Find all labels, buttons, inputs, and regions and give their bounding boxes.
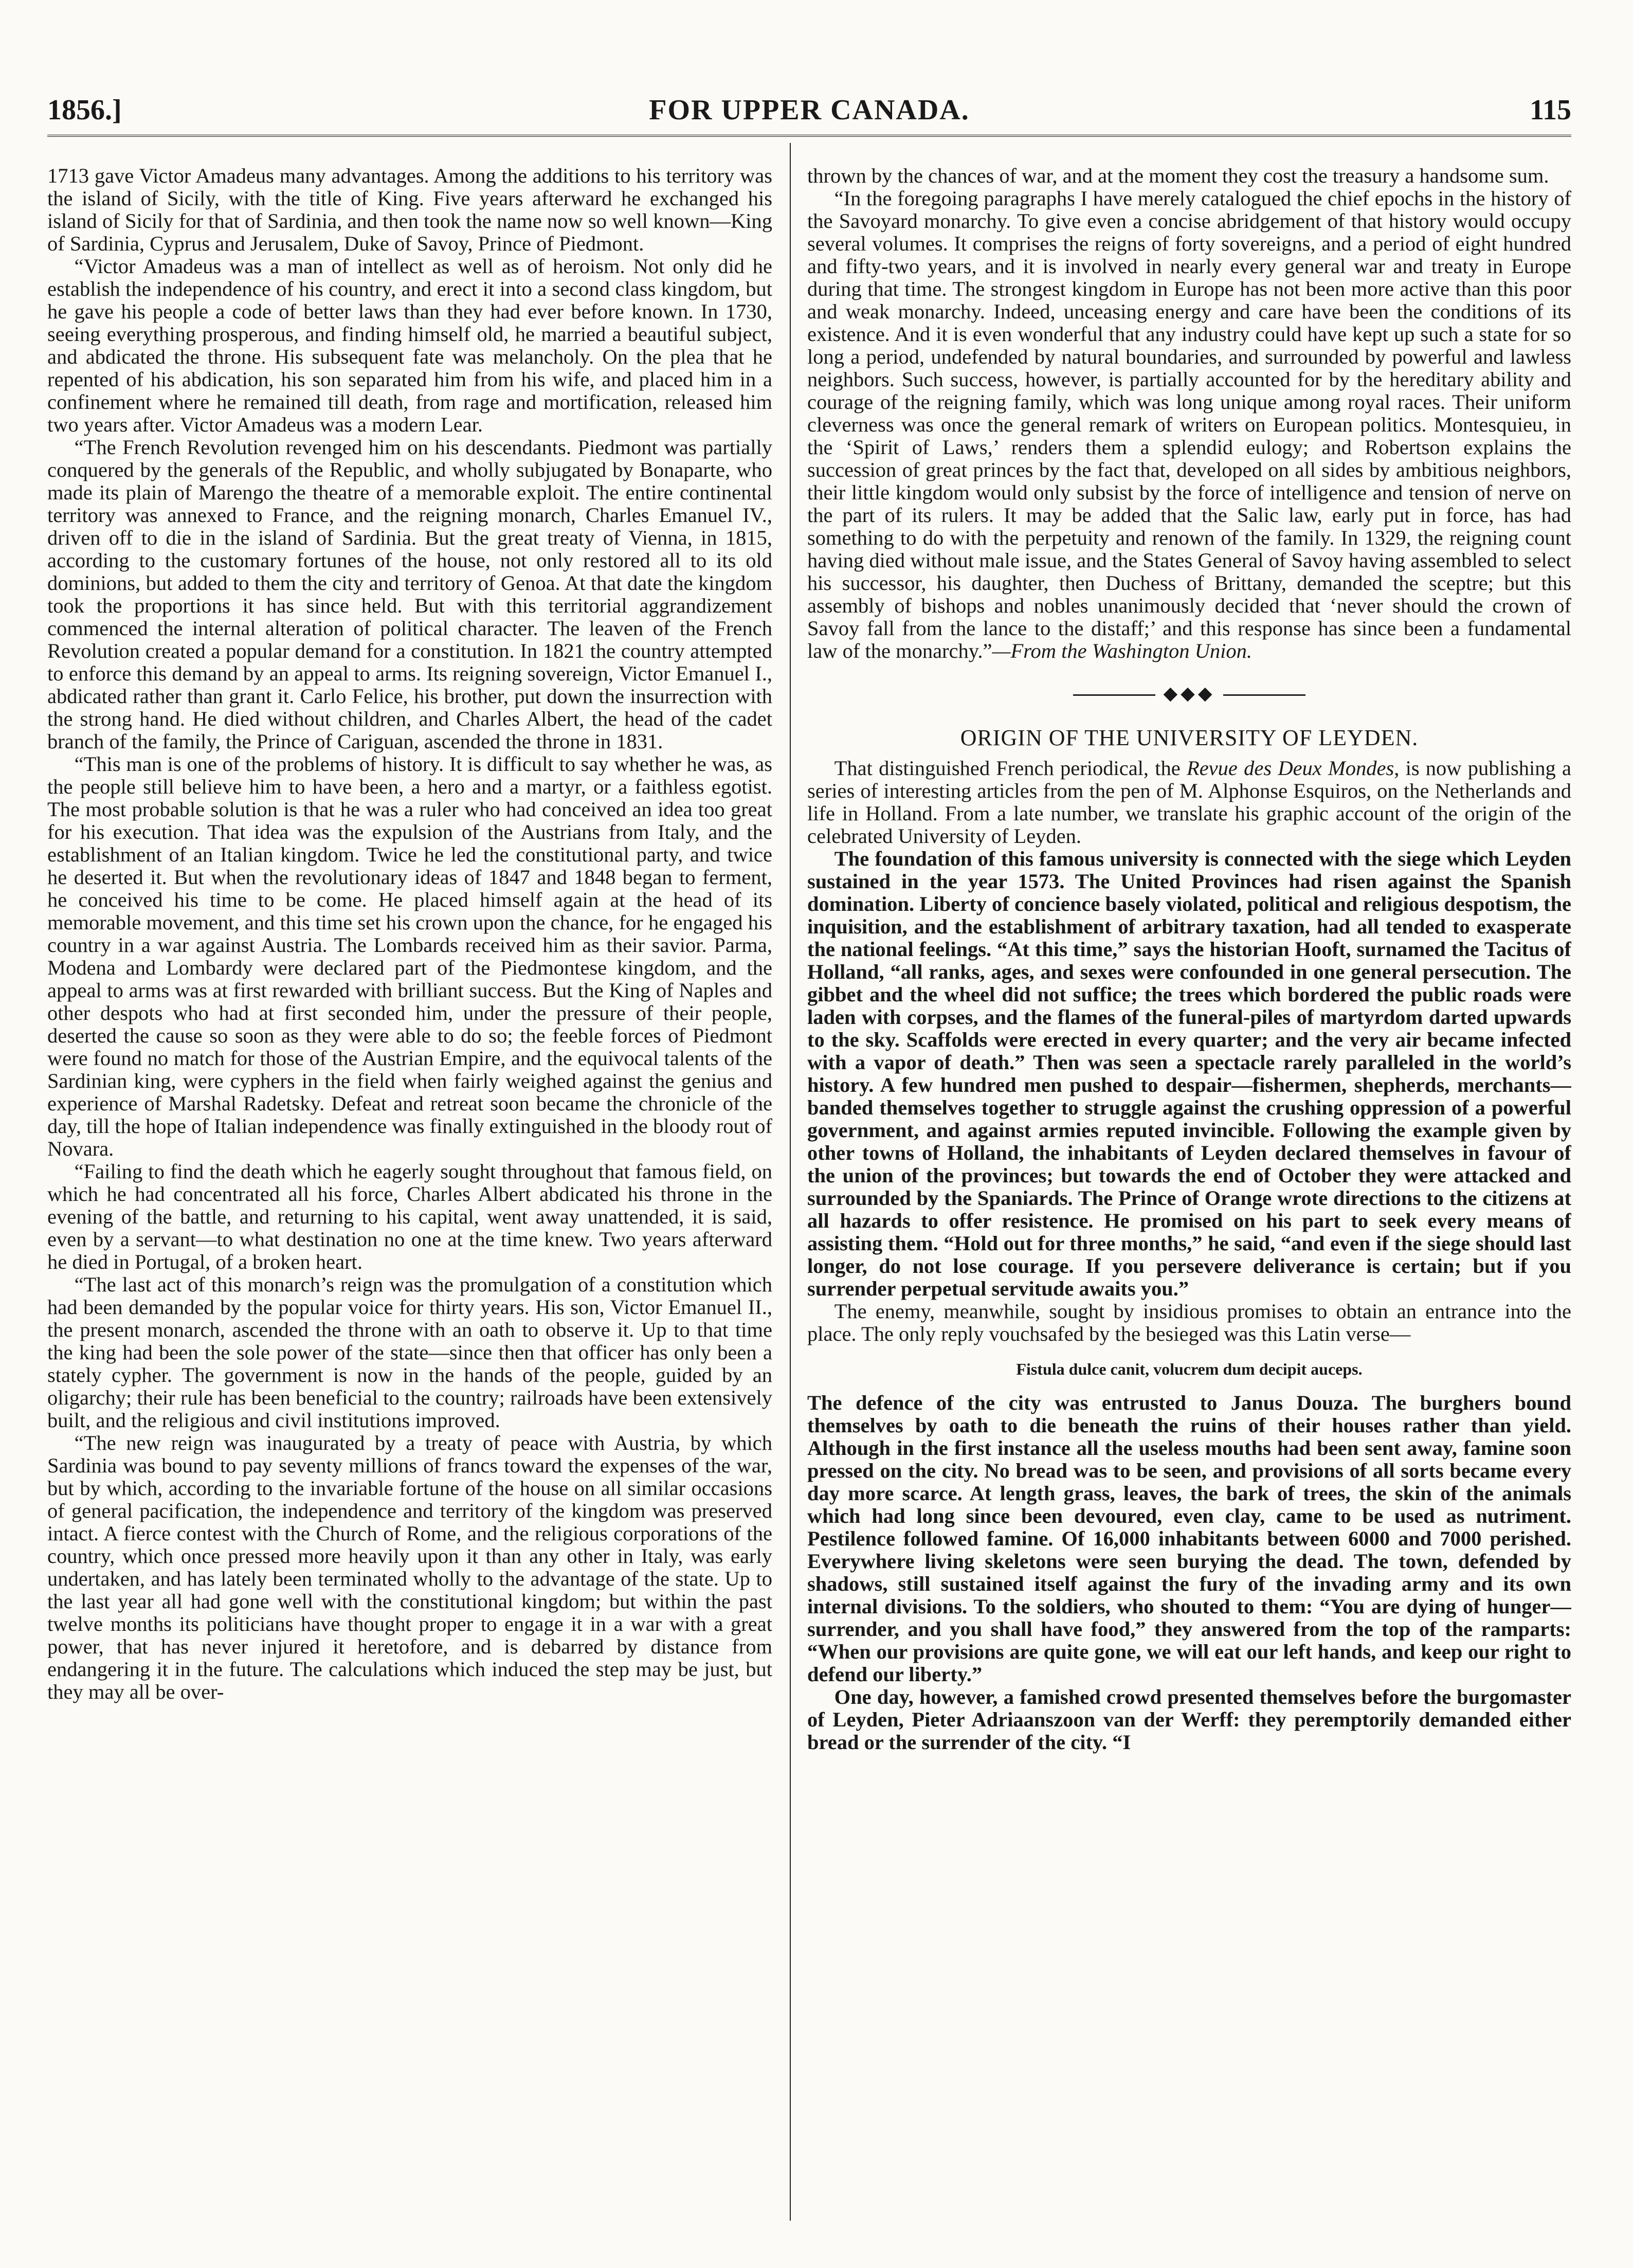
column-divider <box>790 143 791 2221</box>
separator-rule-right <box>1223 694 1305 696</box>
header-page-number: 115 <box>1530 94 1571 126</box>
paragraph: “The new reign was inaugurated by a treaty of peace with Austria, by which Sardinia was bound to pay seventy millions of francs toward the expenses of the war, but by which, according to the invariable fortune of the house on all similar occasions of general pacification, the independence and territory of the kingdom was preserved intact. A fierce contest with the Church of Rome, and the religious corporations of the country, which once pressed more heavily upon it than any other in Italy, was early undertaken, and has lately been terminated wholly to the advantage of the state. Up to the last year all had gone well with the constitutional kingdom; but within the past twelve months its politicians have thought proper to engage it in a war with a great power, that has never injured it heretofore, and is debarred by distance from endangering it in the future. The calculations which induced the step may be just, but they may all be over- <box>47 1431 772 1703</box>
header-title: FOR UPPER CANADA. <box>649 94 970 126</box>
intro-paragraph <box>807 757 1571 848</box>
paragraph-text: “In the foregoing paragraphs I have merely catalogued the chief epochs in the history of the Savoyard monarchy. To give even a concise abridgement of that history would occupy several volumes. It comprises the reigns of forty sovereigns, and a period of eight hundred and fifty-two years, and it is involved in nearly every general war and treaty in Europe during that time. The strongest kingdom in Europe has not been more active than this poor and weak monarchy. Indeed, unceasing energy and care have been the conditions of its existence. And it is even wonderful that any industry could have kept up such a state for so long a period, undefended by natural boundaries, and surrounded by powerful and lawless neighbors. Such success, however, is partially accounted for by the hereditary ability and courage of the reigning family, which was long unique among royal races. Their uniform cleverness was once the general remark of writers on European politics. Montesquieu, in the ‘Spirit of Laws,’ renders them a splendid eulogy; and Robertson explains the succession of great princes by the fact that, developed on all sides by ambitious neighbors, their little kingdom would only subsist by the force of intelligence and tension of nerve on the part of its rulers. It may be added that the Salic law, early put in force, has had something to do with the perpetuity and renown of the family. In 1329, the reigning count having died without male issue, and the States General of Savoy having assembled to select his successor, his daughter, then Duchess of Brittany, demanded the sceptre; but this assembly of bishops and nobles unanimously decided that ‘never should the crown of Savoy fall from the lance to the distaff;’ and this response has since been a fundamental law of the monarchy.” <box>807 187 1571 662</box>
latin-verse: Fistula dulce canit, volucrem dum decipit auceps. <box>1016 1360 1363 1378</box>
paragraph: “The last act of this monarch’s reign was the promulgation of a constitution which had been demanded by the popular voice for thirty years. His son, Victor Emanuel II., the present monarch, ascended the throne with an oath to observe it. Up to that time the king had been the sole power of the state—since then that officer has only been a stately cypher. The government is now in the hands of the people, guided by an oligarchy; their rule has been beneficial to the country; railroads have been extensively built, and the religious and civil institutions improved. <box>47 1273 772 1432</box>
page-header <box>47 87 1571 133</box>
intro-after: , is now publishing a series of interesting articles from the pen of M. Alphonse Esquiros, on the Netherlands and life in Holland. From a late number, we translate his graphic account of the origin of the celebrated University of Leyden. <box>807 757 1571 848</box>
paragraph: “Failing to find the death which he eagerly sought throughout that famous field, on which he had concentrated all his force, Charles Albert abdicated his throne in the evening of the battle, and returning to his capital, went away unattended, it is said, even by a servant—to what destination no one at the time knew. Two years afterward he died in Portugal, of a broken heart. <box>47 1160 772 1273</box>
paragraph: “Victor Amadeus was a man of intellect as well as of heroism. Not only did he establish the independence of his country, and erect it into a second class kingdom, but he gave his people a code of better laws than they had ever before known. In 1730, seeing everything prosperous, and finding himself old, he married a beautiful subject, and abdicated the throne. His subsequent fate was melancholy. On the plea that he repented of his abdication, his son separated him from his wife, and placed him in a confinement where he remained till death, from rage and mortification, released him two years after. Victor Amadeus was a modern Lear. <box>47 255 772 436</box>
paragraph: “This man is one of the problems of history. It is difficult to say whether he was, as the people still believe him to have been, a hero and a martyr, or a faithless egotist. The most probable solution is that he was a ruler who had conceived an idea too great for his execution. That idea was the expulsion of the Austrians from Italy, and the establishment of an Italian kingdom. Twice he led the constitutional party, and twice he deserted it. But when the revolutionary ideas of 1847 and 1848 began to ferment, he conceived his time to be come. He placed himself again at the head of its memorable movement, and this time set his crown upon the chance, for he engaged his country in a war against Austria. The Lombards received him as their savior. Parma, Modena and Lombardy were declared part of the Piedmontese kingdom, and the appeal to arms was at first rewarded with brilliant success. But the King of Naples and other despots who had at first seconded him, under the pressure of their people, deserted the cause so soon as they were able to do so; the feeble forces of Piedmont were found no match for those of the Austrian Empire, and the equivocal talents of the Sardinian king, were cyphers in the field when fairly weighed against the genius and experience of Marshal Radetsky. Defeat and retreat soon became the chronicle of the day, till the hope of Italian independence was finally extinguished in the bloody rout of Novara. <box>47 752 772 1160</box>
attribution: —From the Washington Union. <box>992 639 1253 662</box>
section-title: ORIGIN OF THE UNIVERSITY OF LEYDEN. <box>960 725 1419 750</box>
paragraph-with-attribution <box>807 187 1571 662</box>
section-separator: ◆◆◆ <box>807 683 1571 704</box>
header-year: 1856.] <box>47 94 122 126</box>
paragraph: The defence of the city was entrusted to Janus Douza. The burghers bound themselves by oath to die beneath the ruins of their houses rather than yield. Although in the first instance all the useless mouths had been sent away, famine soon pressed on the city. No bread was to be seen, and provisions of all sorts became every day more scarce. At length grass, leaves, the bark of trees, the skin of the animals which had long since been devoured, even clay, came to be used as nutriment. Pestilence followed famine. Of 16,000 inhabitants between 6000 and 7000 perished. Everywhere living skeletons were seen burying the dead. The town, defended by shadows, still sustained itself against the fury of the invading army and its own internal divisions. To the soldiers, who shouted to them: “You are dying of hunger—surrender, and you shall have food,” they answered from the top of the ramparts: “When our provisions are quite gone, we will eat our left hands, and keep our right to defend our liberty.” <box>807 1391 1571 1686</box>
separator-rule-left <box>1073 694 1155 696</box>
journal-name: Revue des Deux Mondes <box>1186 757 1394 780</box>
paragraph: 1713 gave Victor Amadeus many advantages. Among the additions to his territory was the island of Sicily, with the title of King. Five years afterward he exchanged his island of Sicily for that of Sardinia, and then took the name now so well known—King of Sardinia, Cyprus and Jerusalem, Duke of Savoy, Prince of Piedmont. <box>47 165 772 255</box>
right-column <box>807 165 1571 2237</box>
intro-before: That distinguished French periodical, the <box>834 757 1187 780</box>
header-rule <box>47 135 1571 140</box>
left-column <box>47 165 772 2237</box>
paragraph: The foundation of this famous university is connected with the siege which Leyden sustained in the year 1573. The United Provinces had risen against the Spanish domination. Liberty of concience basely violated, political and religious despotism, the inquisition, and the establishment of arbitrary taxation, had all tended to exasperate the national feelings. “At this time,” says the historian Hooft, surnamed the Tacitus of Holland, “all ranks, ages, and sexes were confounded in one general persecution. The gibbet and the wheel did not suffice; the trees which bordered the public roads were laden with corpses, and the flames of the funeral-piles of martyrdom darted upwards to the sky. Scaffolds were erected in every quarter; and the very air became infected with a vapor of death.” Then was seen a spectacle rarely paralleled in the world’s history. A few hundred men pushed to despair—fishermen, shepherds, merchants—banded themselves together to struggle against the crushing oppression of a powerful government, and against armies reputed invincible. Following the example given by other towns of Holland, the inhabitants of Leyden declared themselves in favour of the union of the provinces; but towards the end of October they were attacked and surrounded by the Spaniards. The Prince of Orange wrote directions to the citizens at all hazards to offer resistence. He promised on his part to seek every means of assisting them. “Hold out for three months,” he said, “and even if the siege should last longer, do not lose courage. If you persevere deliverance is certain; but if you surrender perpetual servitude awaits you.” <box>807 847 1571 1300</box>
paragraph: One day, however, a famished crowd presented themselves before the burgomaster of Leyden, Pieter Adriaanszoon van der Werff: they peremptorily demanded either bread or the surrender of the city. “I <box>807 1685 1571 1754</box>
paragraph: thrown by the chances of war, and at the moment they cost the treasury a handsome sum. <box>807 165 1549 187</box>
paragraph: “The French Revolution revenged him on his descendants. Piedmont was partially conquered by the generals of the Republic, and wholly subjugated by Bonaparte, who made its plain of Marengo the theatre of a memorable exploit. The entire continental territory was annexed to France, and the reigning monarch, Charles Emanuel IV., driven off to die in the island of Sardinia. But the great treaty of Vienna, in 1815, according to the customary fortunes of the house, not only restored all to its old dominions, but added to them the city and territory of Genoa. At that date the kingdom took the proportions it has since held. But with this territorial aggrandizement commenced the internal alteration of political character. The leaven of the French Revolution created a popular demand for a constitution. In 1821 the country attempted to enforce this demand by an appeal to arms. Its reigning sovereign, Victor Emanuel I., abdicated rather than grant it. Carlo Felice, his brother, put down the insurrection with the strong hand. He died without children, and Charles Albert, the head of the cadet branch of the family, the Prince of Cariguan, ascended the throne in 1831. <box>47 436 772 753</box>
paragraph: The enemy, meanwhile, sought by insidious promises to obtain an entrance into the place. The only reply vouchsafed by the besieged was this Latin verse— <box>807 1300 1571 1345</box>
